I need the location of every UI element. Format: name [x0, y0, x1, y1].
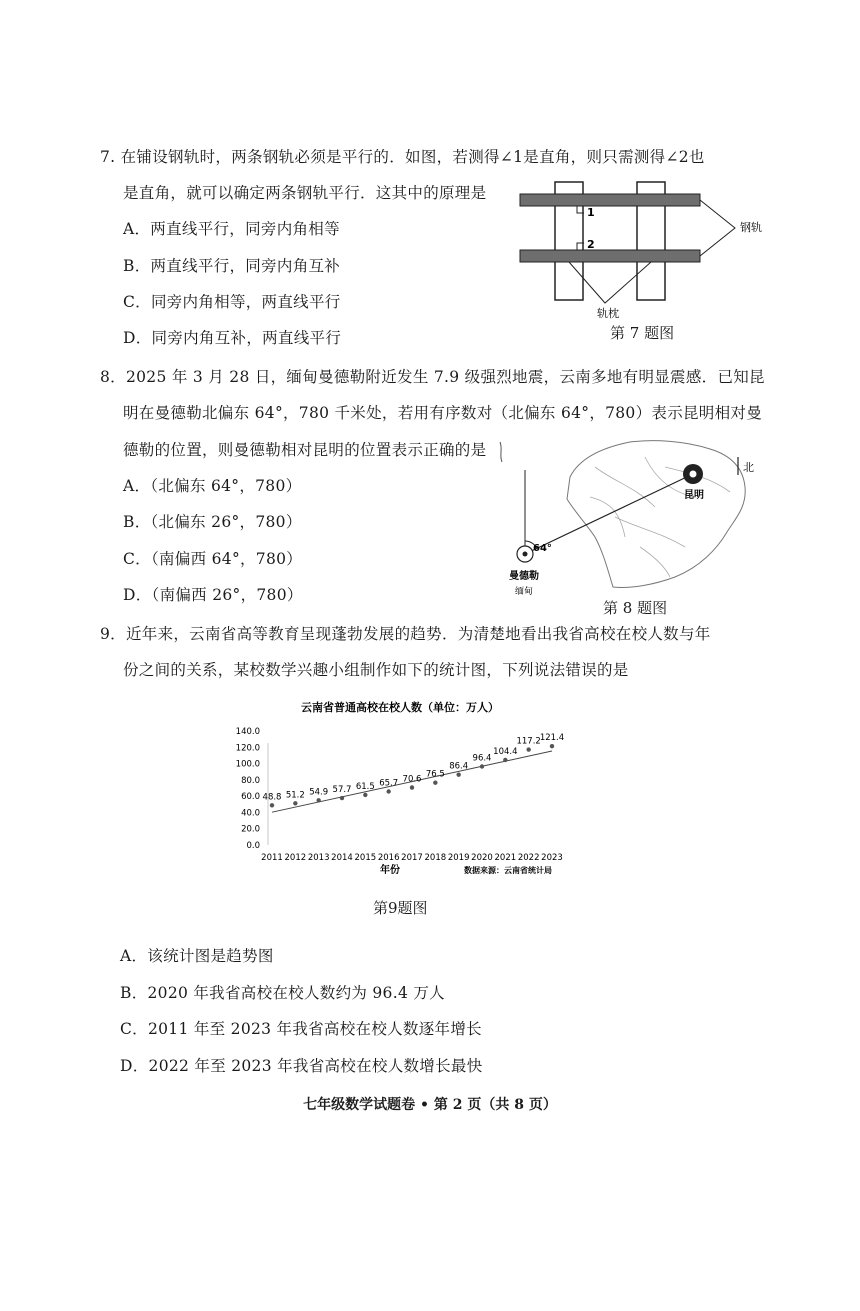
x-tick-label: 2017 — [401, 853, 423, 863]
y-tick-label: 140.0 — [235, 727, 260, 737]
q9-option-b: B．2020 年我省高校在校人数约为 96.4 万人 — [120, 984, 445, 1002]
data-points — [263, 733, 565, 807]
data-point — [433, 781, 437, 785]
angle-2-label: 2 — [587, 238, 595, 251]
q7-line2: 是直角，就可以确定两条钢轨平行．这其中的原理是 — [123, 184, 487, 202]
kunming-marker-inner — [690, 471, 697, 478]
data-point — [480, 764, 484, 768]
q7-figure-caption: 第 7 题图 — [610, 324, 675, 342]
x-tick-label: 2023 — [541, 853, 563, 863]
q8-option-d: D．（南偏西 26°，780） — [123, 586, 303, 604]
data-label: 54.9 — [309, 787, 329, 798]
q9-option-d: D．2022 年至 2023 年我省高校在校人数增长最快 — [120, 1057, 483, 1075]
q7-option-b: B．两直线平行，同旁内角互补 — [123, 257, 341, 275]
q8-option-c: C．（南偏西 64°，780） — [123, 550, 303, 568]
q8-figure-caption: 第 8 题图 — [603, 599, 668, 617]
q9-figure-caption: 第9题图 — [373, 899, 428, 917]
rail-label: 钢轨 — [740, 221, 762, 234]
q9-option-c: C．2011 年至 2023 年我省高校在校人数逐年增长 — [120, 1020, 482, 1038]
y-tick-label: 40.0 — [241, 808, 260, 819]
x-tick-label: 2020 — [471, 853, 493, 863]
q9-option-a: A．该统计图是趋势图 — [120, 947, 274, 965]
data-point — [293, 801, 297, 805]
q7-line1: 7. 在铺设钢轨时，两条钢轨必须是平行的．如图，若测得∠1是直角，则只需测得∠2也 — [100, 148, 705, 166]
data-point — [340, 796, 344, 800]
data-point — [363, 793, 367, 797]
q8-line3: 德勒的位置，则曼德勒相对昆明的位置表示正确的是 — [123, 441, 487, 459]
x-tick-label: 2011 — [261, 853, 283, 863]
rail-bottom — [520, 250, 700, 262]
y-tick-label: 0.0 — [246, 841, 260, 851]
q8-number: 8． — [100, 368, 126, 386]
data-point — [386, 789, 390, 793]
page-footer: 七年级数学试题卷 • 第 2 页（共 8 页） — [303, 1097, 557, 1113]
sleeper-label: 轨枕 — [597, 307, 619, 320]
y-tick-label: 20.0 — [241, 824, 260, 835]
rail-pointer — [700, 200, 735, 256]
data-point — [550, 744, 554, 748]
q8-option-b: B．（北偏东 26°，780） — [123, 513, 302, 531]
yunnan-map-outline — [567, 441, 745, 588]
data-label: 104.4 — [493, 746, 518, 757]
data-label: 76.5 — [425, 769, 445, 780]
north-label: 北 — [743, 461, 754, 474]
x-tick-label: 2019 — [447, 853, 470, 863]
map-west-edge — [500, 442, 502, 462]
y-tick-label: 100.0 — [235, 759, 260, 770]
data-point — [316, 798, 320, 802]
rail-top — [520, 194, 700, 206]
x-tick-label: 2018 — [424, 853, 447, 863]
data-label: 70.6 — [402, 774, 422, 785]
mandalay-label: 曼德勒 — [509, 571, 539, 582]
data-label: 57.7 — [332, 785, 352, 796]
data-label: 96.4 — [472, 753, 492, 764]
myanmar-label: 缅甸 — [515, 587, 534, 597]
x-tick-label: 2012 — [284, 853, 307, 863]
x-tick-label: 2016 — [377, 853, 400, 863]
data-point — [526, 747, 530, 751]
chart-xlabel: 年份 — [380, 865, 400, 876]
q7-option-a: A．两直线平行，同旁内角相等 — [123, 220, 340, 238]
data-label: 51.2 — [285, 790, 305, 801]
chart-source: 数据来源：云南省统计局 — [464, 866, 552, 875]
x-tick-label: 2014 — [331, 853, 353, 863]
data-point — [456, 772, 460, 776]
x-tick-label: 2021 — [494, 853, 517, 863]
q8-option-a: A．（北偏东 64°，780） — [123, 477, 302, 495]
data-label: 48.8 — [262, 792, 282, 803]
mandalay-marker-dot — [523, 552, 528, 557]
chart-title: 云南省普通高校在校人数（单位：万人） — [301, 701, 499, 714]
q7-option-c: C．同旁内角相等，两直线平行 — [123, 293, 341, 311]
enrollment-trend-chart — [220, 695, 580, 885]
q7-option-d: D．同旁内角互补，两直线平行 — [123, 329, 342, 347]
data-point — [503, 758, 507, 762]
angle-64-label: 64° — [533, 543, 552, 554]
x-tick-label: 2015 — [354, 853, 377, 863]
mandalay-kunming-line — [525, 474, 693, 554]
kunming-label: 昆明 — [684, 490, 704, 501]
data-label: 61.5 — [355, 781, 375, 792]
x-axis-ticks — [261, 853, 563, 863]
q8-line1: 8．2025 年 3 月 28 日，缅甸曼德勒附近发生 7.9 级强烈地震，云南多地有明显震感．已知昆 — [100, 368, 765, 386]
x-tick-label: 2013 — [307, 853, 330, 863]
map-internal-borders — [590, 457, 730, 577]
y-tick-label: 60.0 — [241, 792, 260, 803]
data-label: 121.4 — [539, 733, 565, 744]
y-tick-label: 120.0 — [235, 743, 260, 754]
y-tick-label: 80.0 — [241, 775, 260, 786]
data-point — [410, 785, 414, 789]
q7-number: 7. — [100, 148, 116, 166]
angle-1-label: 1 — [587, 206, 595, 219]
y-axis-ticks — [236, 727, 260, 851]
x-tick-label: 2022 — [517, 853, 540, 863]
q9-line1: 9．近年来，云南省高等教育呈现蓬勃发展的趋势．为清楚地看出我省高校在校人数与年 — [100, 625, 711, 643]
q9-line2: 份之间的关系，某校数学兴趣小组制作如下的统计图，下列说法错误的是 — [123, 661, 629, 679]
data-label: 65.7 — [379, 778, 399, 789]
q9-number: 9． — [100, 625, 126, 643]
q8-map-figure — [495, 437, 765, 602]
data-label: 86.4 — [449, 761, 469, 772]
q8-line2: 明在曼德勒北偏东 64°，780 千米处，若用有序数对（北偏东 64°，780）表示昆明相对曼 — [123, 404, 762, 422]
data-label: 117.2 — [516, 736, 541, 747]
data-point — [270, 803, 274, 807]
